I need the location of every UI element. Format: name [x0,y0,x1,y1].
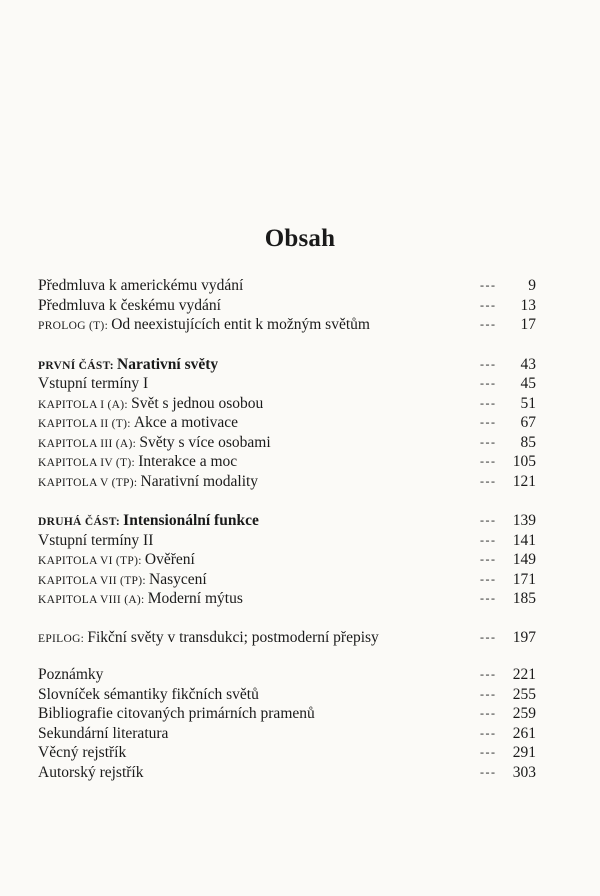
toc-entry-page: 139 [512,512,536,529]
toc-entry-dots: --- [480,686,497,701]
toc-entry-title: Interakce a moc [138,453,238,470]
toc-entry-dots: --- [480,706,497,720]
toc-entry [38,763,540,783]
toc-entry-title: Vstupní termíny II [38,531,154,549]
toc-entry-prefix: DRUHÁ ČÁST: [38,516,124,528]
toc-entry-page: 85 [520,433,536,451]
toc-entry-title: Intensionální funkce [123,512,259,529]
toc-entry-page: 149 [512,551,536,568]
toc-entry [38,685,540,705]
toc-entry-label [38,570,207,592]
toc-entry-title: Předmluva k americkému vydání [38,277,244,294]
toc-entry-page: 51 [520,394,536,412]
toc-entry-label [38,433,271,455]
toc-entry [38,276,540,296]
toc-entry-title: Sekundární literatura [38,724,169,742]
toc-entry-dots: --- [480,473,497,488]
toc-entry-prefix: KAPITOLA VII (TP): [38,574,150,587]
toc-entry-title: Věcný rejstřík [38,744,127,761]
toc-entry-part-heading [38,355,540,375]
toc-entry-dots: --- [480,532,497,547]
toc-entry-page: 121 [512,472,536,490]
toc-entry-label [38,589,243,611]
toc-entry-title: Moderní mýtus [147,590,243,607]
toc-entry-title: Svět s jednou osobou [131,394,264,412]
toc-entry-label [38,296,221,318]
toc-entry-label [38,704,315,726]
toc-entry-dots: --- [480,297,497,312]
toc-entry-label [38,628,379,650]
toc-entry [38,724,540,744]
toc-group-back-matter [38,665,540,782]
toc-entry-page: 197 [512,628,536,646]
toc-entry-dots: --- [480,571,497,586]
toc-entry-label [38,394,263,416]
toc-entry-label [38,665,103,687]
toc-entry-page: 259 [512,705,536,722]
toc-entry-label [38,452,237,474]
toc-entry [38,394,540,414]
toc-entry-label [38,724,168,746]
toc-entry-label [38,413,238,435]
toc-entry-title: Předmluva k českému vydání [38,296,221,314]
table-of-contents [38,276,540,803]
toc-entry-page: 43 [520,355,536,373]
toc-entry-prefix: KAPITOLA IV (T): [38,457,139,469]
toc-entry-page: 105 [512,453,536,470]
toc-entry-page: 17 [520,316,536,333]
toc-entry-title: Vstupní termíny I [38,375,149,392]
toc-entry-title: Fikční světy v transdukci; postmoderní přepisy [87,628,379,646]
toc-entry-label [38,763,143,785]
toc-entry [38,743,540,763]
toc-entry-dots: --- [480,629,497,644]
toc-entry-dots: --- [480,376,497,390]
toc-entry-prefix: KAPITOLA VI (TP): [38,555,145,567]
toc-entry [38,704,540,724]
toc-entry [38,315,540,335]
toc-entry-dots: --- [480,278,497,292]
toc-entry-page: 261 [512,724,536,742]
toc-entry-dots: --- [480,667,497,681]
toc-entry-dots: --- [480,356,497,371]
toc-entry [38,531,540,551]
toc-entry-prefix: KAPITOLA VIII (A): [38,594,148,606]
toc-entry-label [38,743,126,765]
toc-entry-page: 171 [512,570,536,588]
toc-entry-dots: --- [480,591,497,605]
toc-entry-label [38,531,153,553]
toc-entry-label [38,374,148,396]
toc-entry-prefix: KAPITOLA V (TP): [38,476,141,489]
toc-entry-part-heading [38,511,540,531]
toc-entry-dots: --- [480,764,497,779]
toc-entry [38,413,540,433]
toc-entry [38,589,540,609]
toc-entry [38,472,540,492]
toc-entry-prefix: EPILOG: [38,632,88,645]
toc-entry-page: 13 [520,296,536,314]
toc-entry-dots: --- [480,434,497,449]
toc-group-front-matter [38,276,540,335]
toc-entry-dots: --- [480,745,497,759]
toc-entry-page: 303 [512,763,536,781]
toc-entry-title: Nasycení [149,570,207,588]
toc-entry-title: Od neexistujících entit k možným světům [111,316,370,333]
toc-entry-prefix: KAPITOLA I (A): [38,398,132,411]
toc-entry-page: 141 [512,531,536,549]
toc-entry-prefix: KAPITOLA III (A): [38,437,140,450]
toc-entry-label [38,276,243,298]
toc-entry-title: Narativní modality [140,472,259,490]
toc-entry-page: 255 [512,685,536,703]
toc-entry-title: Narativní světy [117,355,219,373]
toc-entry [38,550,540,570]
toc-entry-dots: --- [480,552,497,566]
toc-entry-dots: --- [480,317,497,331]
toc-entry-page: 45 [520,375,536,392]
toc-entry-label [38,511,259,533]
toc-entry-title: Poznámky [38,666,104,683]
toc-entry-prefix: PROLOG (T): [38,320,112,332]
toc-entry [38,452,540,472]
toc-entry-title: Světy s více osobami [139,433,271,451]
toc-group-first-part [38,355,540,492]
toc-entry-label [38,472,258,494]
toc-entry-prefix: KAPITOLA II (T): [38,418,134,430]
toc-entry-label [38,355,218,377]
toc-entry-page: 185 [512,590,536,607]
toc-entry-label [38,315,370,337]
toc-entry-dots: --- [480,415,497,429]
toc-entry-dots: --- [480,513,497,527]
toc-entry-page: 67 [520,414,536,431]
toc-entry [38,296,540,316]
toc-entry [38,665,540,685]
toc-entry-page: 221 [512,666,536,683]
toc-entry [38,433,540,453]
toc-group-second-part [38,511,540,609]
toc-entry-dots: --- [480,454,497,468]
toc-entry-title: Akce a motivace [133,414,239,431]
toc-entry-page: 291 [512,744,536,761]
toc-entry-label [38,550,195,572]
toc-entry-label [38,685,259,707]
toc-entry-title: Bibliografie citovaných primárních pramenů [38,705,315,722]
toc-entry [38,628,540,648]
toc-entry-title: Ověření [144,551,195,568]
toc-group-epilog [38,628,540,648]
toc-entry-title: Slovníček sémantiky fikčních světů [38,685,259,703]
toc-entry-dots: --- [480,395,497,410]
toc-entry-dots: --- [480,725,497,740]
toc-entry-title: Autorský rejstřík [38,763,144,781]
toc-entry [38,570,540,590]
toc-entry-prefix: PRVNÍ ČÁST: [38,359,118,372]
page-title: Obsah [264,224,336,252]
toc-entry-page: 9 [528,277,536,294]
toc-entry [38,374,540,394]
